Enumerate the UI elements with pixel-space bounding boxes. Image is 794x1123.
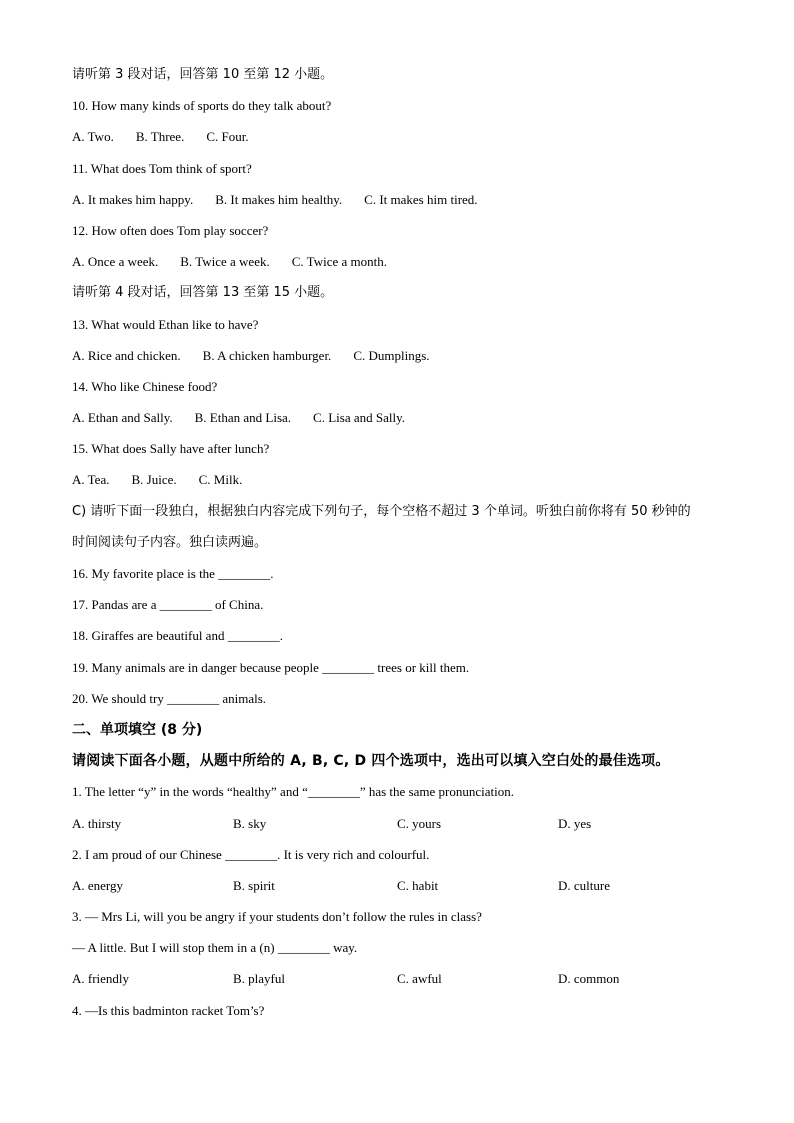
part4-instruction: 请听第 4 段对话，回答第 13 至第 15 小题。 xyxy=(72,285,334,301)
option-c: C. awful xyxy=(397,971,442,987)
option-b: B. It makes him healthy. xyxy=(215,191,343,207)
option-b: B. Ethan and Lisa. xyxy=(194,410,292,426)
question-18: 18. Giraffes are beautiful and ________. xyxy=(72,628,283,644)
option-a: A. It makes him happy. xyxy=(72,191,194,207)
question-14: 14. Who like Chinese food? xyxy=(72,378,218,394)
option-c: C. Milk. xyxy=(198,472,243,488)
mc-question-1: 1. The letter “y” in the words “healthy” and “________” has the same pronunciation. xyxy=(72,784,514,800)
exam-page xyxy=(72,64,762,1031)
option-d: D. culture xyxy=(558,877,610,893)
question-12: 12. How often does Tom play soccer? xyxy=(72,222,269,238)
option-b: B. Twice a week. xyxy=(180,254,270,270)
option-a: A. Once a week. xyxy=(72,254,159,270)
section2-title: 二、单项填空 (8 分) xyxy=(72,721,203,738)
mc-question-3-options xyxy=(72,968,762,999)
question-16: 16. My favorite place is the ________. xyxy=(72,566,274,581)
question-12-options xyxy=(72,251,762,282)
mc-question-2-options xyxy=(72,875,762,906)
option-b: B. spirit xyxy=(233,877,275,893)
section2-instruction: 请阅读下面各小题，从题中所给的 A, B, C, D 四个选项中，选出可以填入空白处的最佳选项。 xyxy=(72,753,670,770)
option-c: C. Lisa and Sally. xyxy=(313,410,405,426)
question-20: 20. We should try ________ animals. xyxy=(72,690,267,706)
option-a: A. Tea. xyxy=(72,472,110,488)
option-c: C. Twice a month. xyxy=(291,254,387,270)
question-13-options xyxy=(72,345,762,376)
question-10-options xyxy=(72,126,762,157)
mc-question-2: 2. I am proud of our Chinese ________. It is very rich and colourful. xyxy=(72,846,430,862)
question-10: 10. How many kinds of sports do they talk about? xyxy=(72,98,332,114)
question-11-options xyxy=(72,189,762,220)
option-a: A. friendly xyxy=(72,971,130,987)
question-14-options xyxy=(72,407,762,438)
question-17: 17. Pandas are a ________ of China. xyxy=(72,597,264,613)
option-d: D. yes xyxy=(558,815,592,831)
option-b: B. sky xyxy=(233,815,267,831)
option-a: A. energy xyxy=(72,877,124,893)
question-19: 19. Many animals are in danger because people ________ trees or kill them. xyxy=(72,659,470,675)
option-b: B. Juice. xyxy=(131,472,177,488)
partC-instruction-line2: 时间阅读句子内容。独白读两遍。 xyxy=(72,534,268,550)
mc-question-1-options xyxy=(72,813,762,844)
partC-instruction-line1: C) 请听下面一段独白，根据独白内容完成下列句子，每个空格不超过 3 个单词。听独白前你将有 50 秒钟的 xyxy=(72,503,691,519)
option-a: A. Rice and chicken. xyxy=(72,347,181,363)
option-c: C. It makes him tired. xyxy=(364,191,478,207)
option-b: B. A chicken hamburger. xyxy=(202,347,332,363)
question-15-options xyxy=(72,469,762,500)
part3-instruction: 请听第 3 段对话，回答第 10 至第 12 小题。 xyxy=(72,67,334,82)
option-c: C. Four. xyxy=(206,129,249,145)
option-a: A. thirsty xyxy=(72,815,122,831)
option-a: A. Two. xyxy=(72,129,114,145)
mc-question-3-reply: — A little. But I will stop them in a (n) ________ way. xyxy=(72,940,358,956)
option-a: A. Ethan and Sally. xyxy=(72,410,173,426)
mc-question-3: 3. — Mrs Li, will you be angry if your students don’t follow the rules in class? xyxy=(72,909,482,925)
option-c: C. Dumplings. xyxy=(353,347,430,363)
option-d: D. common xyxy=(558,971,620,987)
option-b: B. Three. xyxy=(135,129,185,145)
option-b: B. playful xyxy=(233,971,285,987)
question-15: 15. What does Sally have after lunch? xyxy=(72,441,270,457)
question-11: 11. What does Tom think of sport? xyxy=(72,160,252,176)
question-13: 13. What would Ethan like to have? xyxy=(72,316,259,332)
mc-question-4: 4. —Is this badminton racket Tom’s? xyxy=(72,1002,265,1018)
option-c: C. yours xyxy=(397,815,442,831)
option-c: C. habit xyxy=(397,877,439,893)
